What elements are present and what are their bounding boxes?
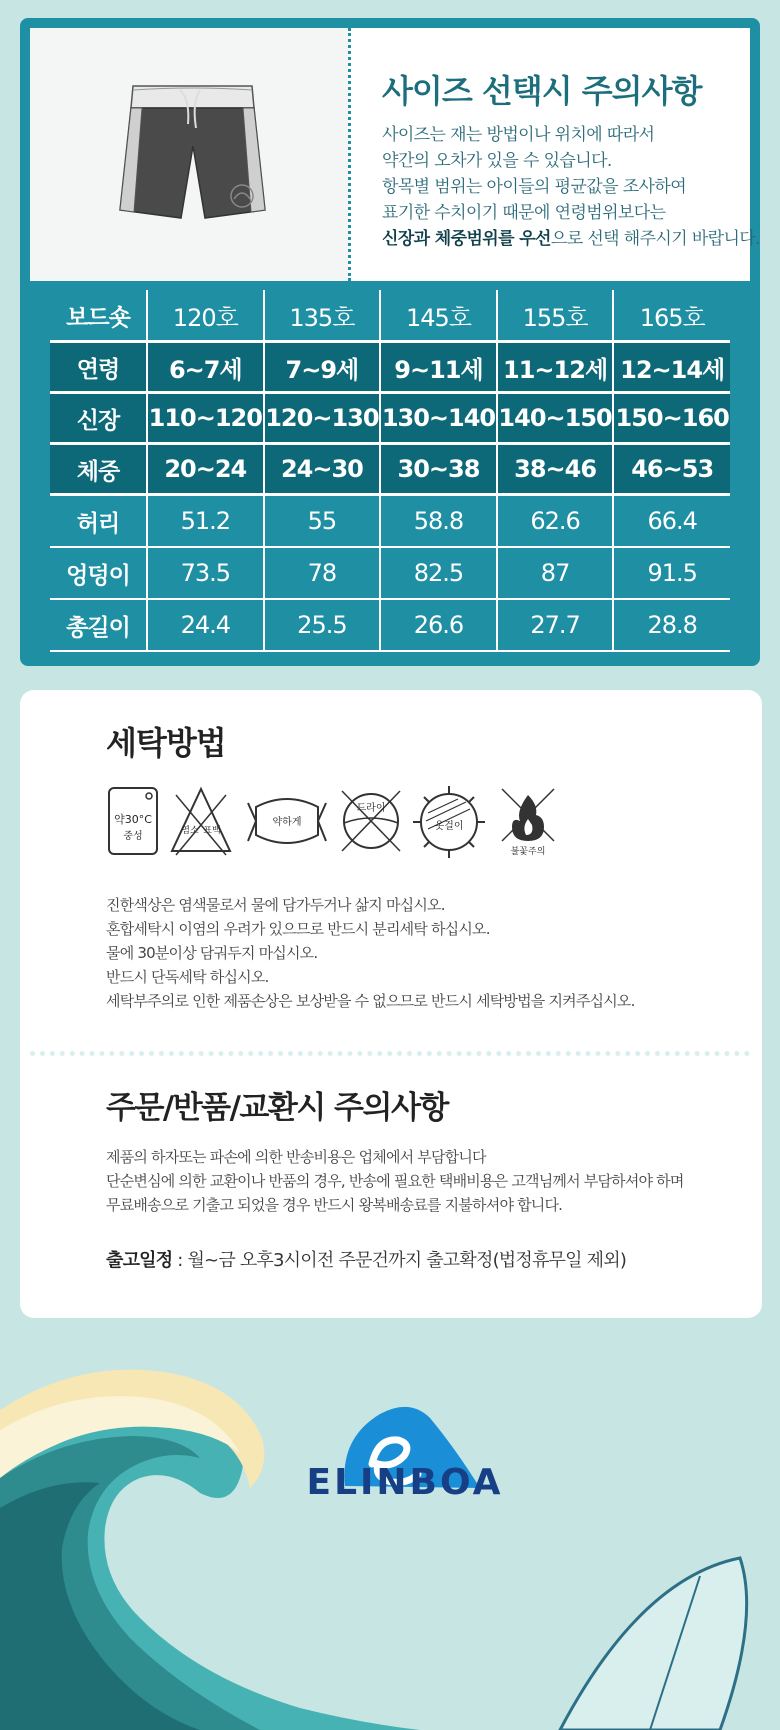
table-cell: 26.6 <box>380 599 497 651</box>
wash-line: 물에 30분이상 담궈두지 마십시오. <box>106 944 318 962</box>
row-label: 신장 <box>50 393 147 444</box>
row-label: 허리 <box>50 495 147 548</box>
table-cell: 66.4 <box>613 495 730 548</box>
emphasis-rest: 으로 선택 해주시기 바랍니다. <box>550 229 760 249</box>
table-cell: 7~9세 <box>264 342 381 393</box>
board-shorts-image <box>30 28 348 281</box>
shipping-schedule <box>106 1246 626 1272</box>
hang-label: 옷걸이 <box>434 821 464 832</box>
table-cell: 12~14세 <box>613 342 730 393</box>
size-note-line: 항목별 범위는 아이들의 평균값을 조사하여 <box>382 177 687 197</box>
table-corner-label: 보드숏 <box>66 304 130 331</box>
table-cell: 78 <box>264 547 381 599</box>
size-header-cell: 155호 <box>497 290 614 342</box>
table-cell: 120~130 <box>264 393 381 444</box>
wash-neutral-label: 중성 <box>123 831 143 842</box>
size-guide-panel <box>20 18 760 666</box>
table-cell: 150~160 <box>613 393 730 444</box>
table-cell: 6~7세 <box>147 342 264 393</box>
product-image <box>30 28 348 281</box>
brand-logo-text: ELINBOA <box>306 1462 504 1503</box>
table-row-waist <box>50 495 730 548</box>
dotted-separator <box>30 1051 750 1056</box>
size-header-row <box>50 290 730 342</box>
table-cell: 20~24 <box>147 444 264 495</box>
wash-temp-label: 약30°C <box>114 813 152 826</box>
shipping-label: 출고일정 <box>106 1250 173 1271</box>
emphasis-weight: 체중범위를 우선 <box>434 229 551 249</box>
row-label: 총길이 <box>50 599 147 651</box>
table-cell: 51.2 <box>147 495 264 548</box>
size-table <box>50 290 730 652</box>
order-line: 제품의 하자또는 파손에 의한 반송비용은 업체에서 부담합니다 <box>106 1148 486 1166</box>
order-line: 단순변심에 의한 교환이나 반품의 경우, 반송에 필요한 택배비용은 고객님께서 부담하셔야 하며 <box>106 1172 684 1190</box>
care-icons <box>106 785 706 865</box>
table-cell: 110~120 <box>147 393 264 444</box>
size-note-line: 표기한 수치이기 때문에 연령범위보다는 <box>382 203 666 223</box>
row-label: 연령 <box>50 342 147 393</box>
size-header-cell: 120호 <box>147 290 264 342</box>
size-header-cell: 165호 <box>613 290 730 342</box>
wash-line: 반드시 단독세탁 하십시오. <box>106 968 269 986</box>
wash-line: 혼합세탁시 이염의 우려가 있으므로 반드시 분리세탁 하십시오. <box>106 920 490 938</box>
table-cell: 27.7 <box>497 599 614 651</box>
table-cell: 11~12세 <box>497 342 614 393</box>
order-title: 주문/반품/교환시 주의사항 <box>106 1090 448 1126</box>
gentle-wring-icon <box>244 785 330 857</box>
wave-illustration <box>0 1318 780 1730</box>
emphasis-height: 신장 <box>382 229 414 249</box>
no-bleach-icon <box>168 785 234 857</box>
size-header-cell: 135호 <box>264 290 381 342</box>
emphasis-conj: 과 <box>413 229 435 249</box>
table-cell: 91.5 <box>613 547 730 599</box>
row-label: 체중 <box>50 444 147 495</box>
size-note-line: 사이즈는 재는 방법이나 위치에 따라서 <box>382 125 655 145</box>
no-fire-icon <box>498 785 558 857</box>
wash-line: 진한색상은 염색물로서 물에 담가두거나 삶지 마십시오. <box>106 896 445 914</box>
wash-instructions <box>106 893 635 1013</box>
table-row-age <box>50 342 730 393</box>
table-cell: 25.5 <box>264 599 381 651</box>
row-label: 엉덩이 <box>50 547 147 599</box>
table-cell: 58.8 <box>380 495 497 548</box>
table-cell: 140~150 <box>497 393 614 444</box>
table-cell: 62.6 <box>497 495 614 548</box>
table-cell: 24~30 <box>264 444 381 495</box>
table-cell: 55 <box>264 495 381 548</box>
bleach-label-b: 표백 <box>203 826 221 836</box>
care-order-card <box>20 690 762 1318</box>
fire-label: 불꽃주의 <box>510 847 546 857</box>
table-cell: 30~38 <box>380 444 497 495</box>
table-cell: 87 <box>497 547 614 599</box>
order-line: 무료배송으로 기출고 되었을 경우 반드시 왕복배송료를 지불하셔야 합니다. <box>106 1196 563 1214</box>
size-note-line: 약간의 오차가 있을 수 있습니다. <box>382 151 612 171</box>
wash-line: 세탁부주의로 인한 제품손상은 보상받을 수 없으므로 반드시 세탁방법을 지켜주십시오. <box>106 992 635 1010</box>
table-cell: 46~53 <box>613 444 730 495</box>
table-cell: 9~11세 <box>380 342 497 393</box>
order-notice <box>106 1145 684 1217</box>
size-header-cell: 145호 <box>380 290 497 342</box>
size-notice-text <box>382 122 760 252</box>
size-notice-title: 사이즈 선택시 주의사항 <box>382 72 702 110</box>
table-row-length <box>50 599 730 651</box>
table-cell: 28.8 <box>613 599 730 651</box>
table-cell: 24.4 <box>147 599 264 651</box>
table-cell: 73.5 <box>147 547 264 599</box>
care-title: 세탁방법 <box>106 724 226 762</box>
no-dry-clean-icon <box>338 785 404 857</box>
table-cell: 82.5 <box>380 547 497 599</box>
table-cell: 38~46 <box>497 444 614 495</box>
shipping-text: : 월~금 오후3시이전 주문건까지 출고확정(법정휴무일 제외) <box>172 1250 627 1271</box>
table-row-weight <box>50 444 730 495</box>
table-cell: 130~140 <box>380 393 497 444</box>
size-notice-card <box>30 28 760 281</box>
bleach-label-a: 염소 <box>181 826 199 836</box>
table-row-height <box>50 393 730 444</box>
dotted-divider <box>348 28 351 281</box>
size-note-line-emphasis <box>382 226 760 252</box>
table-row-hip <box>50 547 730 599</box>
wash-30-icon <box>106 785 160 857</box>
gentle-label: 약하게 <box>272 817 302 828</box>
hang-dry-icon <box>412 785 486 859</box>
dry-label: 드라이 <box>356 803 386 814</box>
